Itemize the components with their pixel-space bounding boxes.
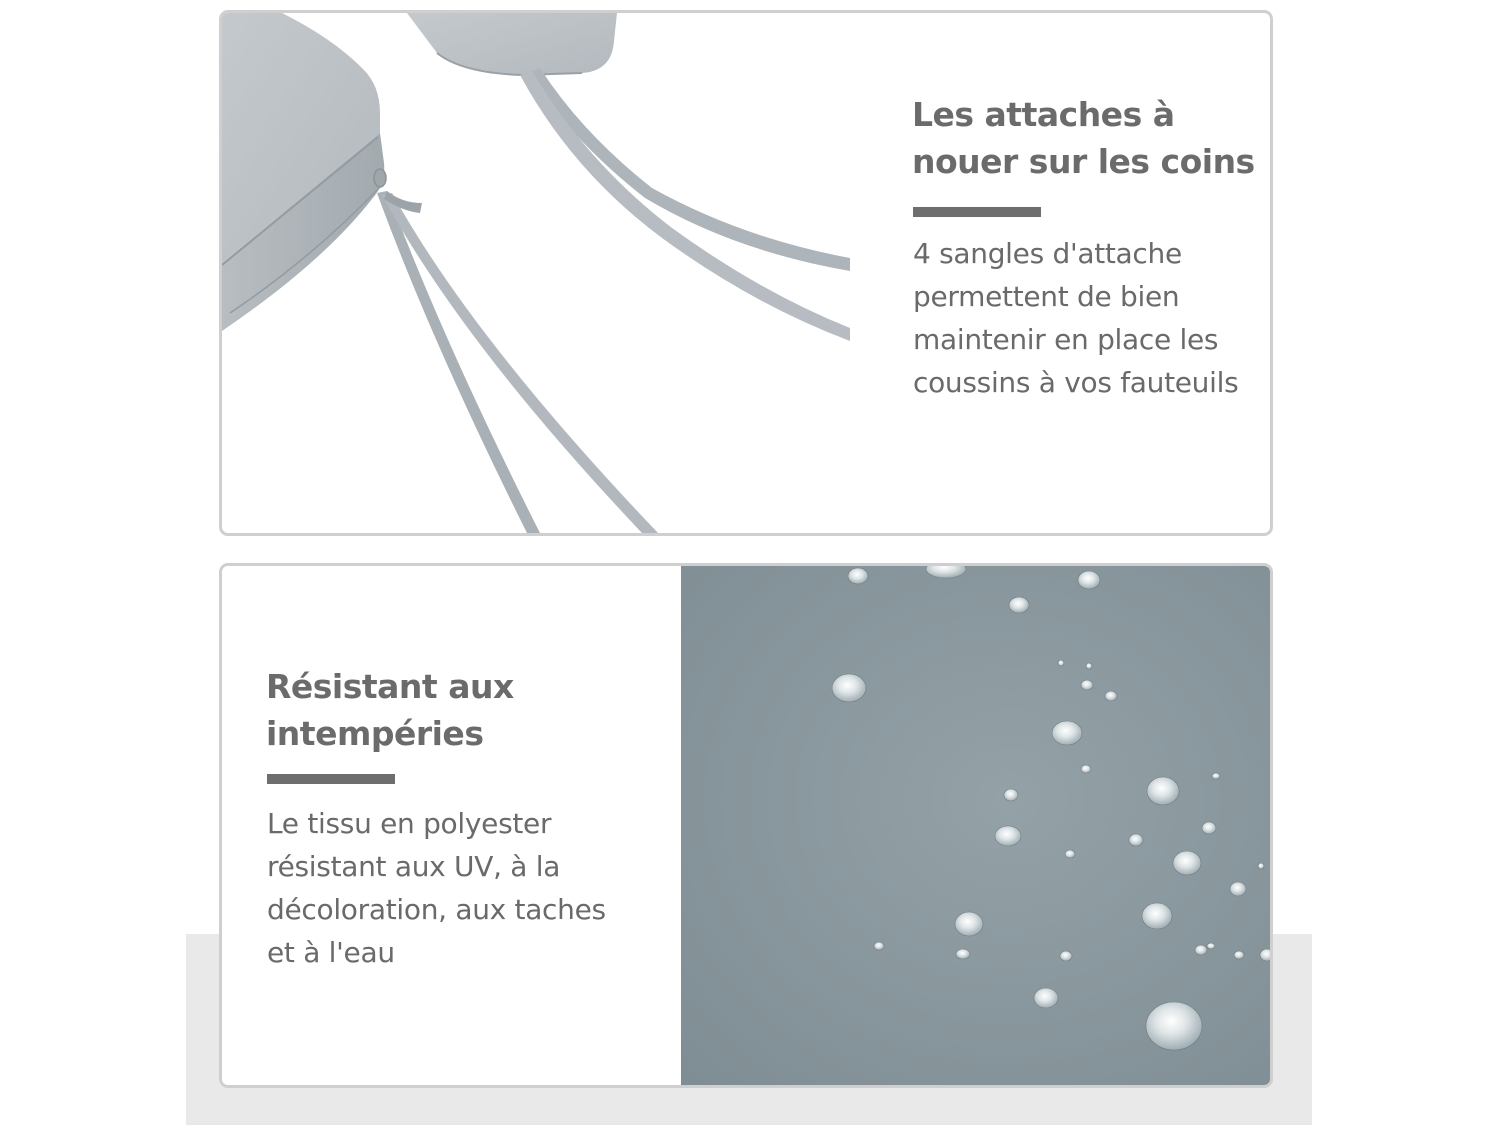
- weather-description-line: décoloration, aux taches: [267, 893, 606, 926]
- straps-title-line: nouer sur les coins: [912, 142, 1255, 181]
- straps-description-line: maintenir en place les: [913, 323, 1219, 356]
- feature-card-weather: [219, 563, 1273, 1088]
- waterproof-fabric-photo: [681, 566, 1273, 1085]
- straps-feature-description: [913, 232, 1238, 404]
- weather-title-line: Résistant aux: [266, 667, 514, 706]
- straps-description-line: permettent de bien: [913, 280, 1180, 313]
- weather-feature-description: [267, 802, 606, 974]
- weather-description-line: et à l'eau: [267, 936, 395, 969]
- weather-title-line: intempéries: [266, 714, 484, 753]
- feature-card-straps: [219, 10, 1273, 536]
- straps-title-divider: [913, 207, 1041, 217]
- weather-title-divider: [267, 774, 395, 784]
- weather-feature-title: [266, 663, 514, 757]
- straps-title-line: Les attaches à: [912, 95, 1175, 134]
- straps-description-line: coussins à vos fauteuils: [913, 366, 1239, 399]
- straps-description-line: 4 sangles d'attache: [913, 237, 1182, 270]
- weather-description-line: Le tissu en polyester: [267, 807, 552, 840]
- cushion-straps-photo: [222, 13, 862, 533]
- weather-description-line: résistant aux UV, à la: [267, 850, 561, 883]
- straps-feature-title: [912, 91, 1255, 185]
